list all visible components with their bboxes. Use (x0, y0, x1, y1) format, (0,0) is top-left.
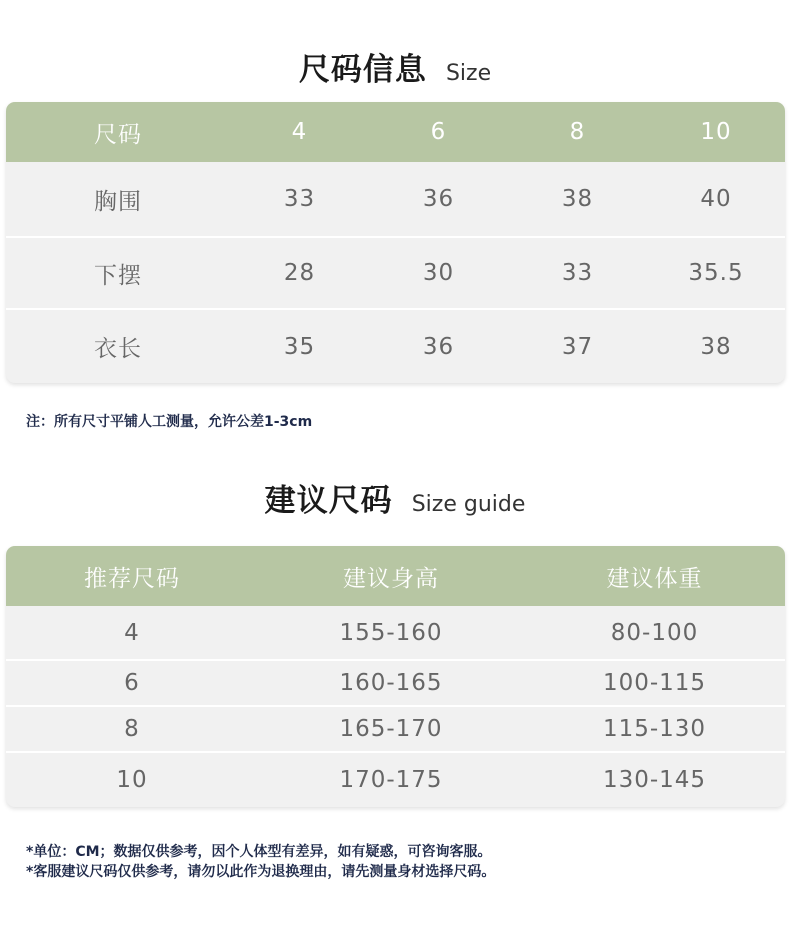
table-cell: 33 (283, 186, 316, 212)
size-guide-title-en: Size guide (411, 492, 526, 517)
size-info-table (6, 102, 785, 383)
size-info-header-row (6, 102, 785, 162)
table-cell: 155-160 (339, 619, 443, 646)
table-cell: 38 (700, 333, 732, 360)
table-cell: 35 (283, 333, 316, 360)
table-cell: 80-100 (610, 619, 699, 646)
table-cell: 100-115 (602, 670, 707, 696)
table-cell: 36 (422, 333, 455, 360)
size-info-note: 注：所有尺寸平铺人工测量，允许公差1-3cm (26, 414, 313, 430)
table-row (6, 751, 785, 807)
size-info-title-zh: 尺码信息 (298, 52, 427, 88)
table-row (6, 308, 785, 383)
table-row (6, 236, 785, 308)
table-cell: 28 (283, 260, 316, 286)
size-guide-title (0, 475, 790, 520)
row-label: 衣长 (94, 336, 142, 362)
table-row (6, 606, 785, 659)
table-cell: 8 (124, 716, 140, 742)
table-cell: 33 (561, 260, 594, 286)
size-info-title (0, 44, 790, 89)
table-cell: 6 (124, 670, 140, 696)
table-cell: 165-170 (339, 716, 443, 742)
size-guide-note-1: *单位：CM；数据仅供参考，因个人体型有差异，如有疑惑，可咨询客服。 (26, 844, 492, 860)
table-cell: 40 (700, 186, 732, 212)
row-label: 胸围 (94, 188, 142, 215)
size-guide-header-row (6, 546, 785, 606)
table-cell: 36 (422, 186, 455, 212)
header-cell: 8 (569, 119, 586, 145)
table-cell: 130-145 (602, 767, 707, 793)
table-row (6, 705, 785, 751)
table-cell: 4 (124, 619, 140, 646)
table-cell: 160-165 (339, 670, 443, 696)
header-cell: 6 (430, 119, 447, 145)
table-cell: 115-130 (602, 716, 707, 742)
header-cell: 10 (700, 119, 732, 145)
table-cell: 35.5 (688, 260, 744, 286)
header-cell: 4 (291, 119, 308, 145)
table-cell: 30 (422, 260, 455, 286)
size-guide-table (6, 546, 785, 807)
row-label: 下摆 (94, 262, 142, 289)
size-guide-note-2: *客服建议尺码仅供参考，请勿以此作为退换理由，请先测量身材选择尺码。 (26, 864, 496, 880)
table-row (6, 162, 785, 236)
table-cell: 38 (561, 186, 594, 212)
header-cell: 推荐尺码 (84, 565, 180, 592)
header-cell: 尺码 (94, 121, 142, 148)
header-cell: 建议身高 (343, 565, 439, 592)
table-cell: 170-175 (339, 767, 443, 793)
size-info-title-en: Size (445, 61, 492, 86)
header-cell: 建议体重 (606, 565, 703, 592)
table-row (6, 659, 785, 705)
table-cell: 37 (561, 333, 594, 360)
size-guide-title-zh: 建议尺码 (264, 483, 393, 519)
table-cell: 10 (116, 767, 148, 793)
